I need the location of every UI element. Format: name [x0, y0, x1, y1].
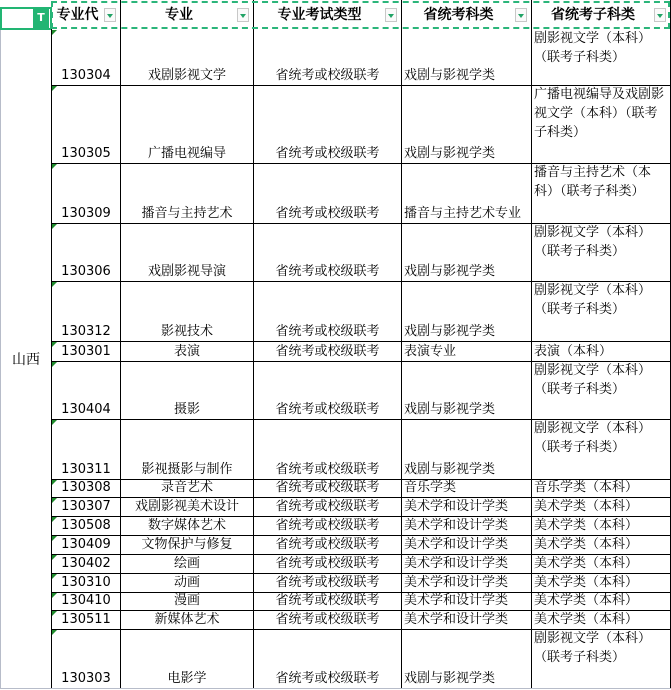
cell-exam-type[interactable]: 省统考或校级联考 — [254, 629, 402, 689]
cell-exam-type[interactable]: 省统考或校级联考 — [254, 479, 402, 498]
comment-indicator-icon — [52, 30, 57, 35]
dropdown-arrow-icon[interactable] — [237, 8, 249, 22]
cell-exam-type[interactable]: 省统考或校级联考 — [254, 361, 402, 420]
cell-major[interactable]: 绘画 — [121, 554, 254, 574]
comment-indicator-icon — [52, 224, 57, 229]
cell-subcategory[interactable]: 美术学类（本科） — [532, 610, 671, 630]
cell-exam-type[interactable]: 省统考或校级联考 — [254, 29, 402, 86]
comment-indicator-icon — [52, 480, 57, 485]
dropdown-arrow-icon[interactable] — [104, 8, 116, 22]
cell-major[interactable]: 表演 — [121, 341, 254, 362]
cell-major[interactable]: 影视摄影与制作 — [121, 419, 254, 480]
cell-major[interactable]: 戏剧影视导演 — [121, 223, 254, 282]
cell-code[interactable]: 130402 — [51, 554, 121, 574]
comment-indicator-icon — [52, 362, 57, 367]
comment-indicator-icon — [52, 593, 57, 598]
comment-indicator-icon — [52, 517, 57, 522]
comment-indicator-icon — [52, 574, 57, 579]
cell-category[interactable]: 表演专业 — [402, 341, 532, 362]
divider — [0, 688, 671, 689]
cell-code[interactable]: 130308 — [51, 479, 121, 498]
cell-category[interactable]: 戏剧与影视学类 — [402, 629, 532, 689]
cell-category[interactable]: 戏剧与影视学类 — [402, 223, 532, 282]
cell-exam-type[interactable]: 省统考或校级联考 — [254, 223, 402, 282]
cell-category[interactable]: 播音与主持艺术专业 — [402, 163, 532, 224]
cell-subcategory[interactable]: 音乐学类（本科） — [532, 479, 671, 498]
header-code-label: 专业代 — [56, 6, 99, 23]
cell-category[interactable]: 戏剧与影视学类 — [402, 29, 532, 86]
cell-code[interactable]: 130310 — [51, 573, 121, 593]
cell-exam-type[interactable]: 省统考或校级联考 — [254, 573, 402, 593]
cell-code[interactable]: 130306 — [51, 223, 121, 282]
header-subcategory[interactable] — [532, 0, 671, 30]
cell-subcategory[interactable]: 剧影视文学（本科）（联考子科类） — [532, 419, 671, 480]
cell-subcategory[interactable]: 剧影视文学（本科）（联考子科类） — [532, 29, 671, 86]
comment-indicator-icon — [52, 536, 57, 541]
cell-subcategory[interactable]: 美术学类（本科） — [532, 497, 671, 517]
cell-major[interactable]: 漫画 — [121, 592, 254, 611]
header-code[interactable] — [51, 0, 121, 30]
cell-code[interactable]: 130307 — [51, 497, 121, 517]
cell-major[interactable]: 录音艺术 — [121, 479, 254, 498]
comment-indicator-icon — [52, 164, 57, 169]
cell-subcategory[interactable]: 播音与主持艺术（本科）（联考子科类） — [532, 163, 671, 224]
cell-category[interactable]: 美术学和设计学类 — [402, 610, 532, 630]
cell-subcategory[interactable]: 美术学类（本科） — [532, 592, 671, 611]
comment-indicator-icon — [52, 342, 57, 347]
cell-exam-type[interactable]: 省统考或校级联考 — [254, 535, 402, 555]
cell-subcategory[interactable]: 剧影视文学（本科）（联考子科类） — [532, 281, 671, 342]
cell-code[interactable]: 130409 — [51, 535, 121, 555]
cell-code[interactable]: 130410 — [51, 592, 121, 611]
dropdown-arrow-icon[interactable] — [515, 8, 527, 22]
cell-exam-type[interactable]: 省统考或校级联考 — [254, 419, 402, 480]
cell-subcategory[interactable]: 美术学类（本科） — [532, 554, 671, 574]
cell-exam-type[interactable]: 省统考或校级联考 — [254, 497, 402, 517]
cell-subcategory[interactable]: 剧影视文学（本科）（联考子科类） — [532, 361, 671, 420]
cell-category[interactable]: 美术学和设计学类 — [402, 497, 532, 517]
dropdown-arrow-icon[interactable] — [654, 8, 666, 22]
cell-code[interactable]: 130304 — [51, 29, 121, 86]
cell-category[interactable]: 戏剧与影视学类 — [402, 85, 532, 164]
cell-subcategory[interactable]: 美术学类（本科） — [532, 516, 671, 536]
comment-indicator-icon — [52, 498, 57, 503]
filter-icon[interactable]: T — [33, 8, 49, 28]
cell-major[interactable]: 戏剧影视美术设计 — [121, 497, 254, 517]
cell-subcategory[interactable]: 美术学类（本科） — [532, 535, 671, 555]
header-category[interactable] — [402, 0, 532, 30]
cell-subcategory[interactable]: 表演（本科） — [532, 341, 671, 362]
header-major-label: 专业 — [165, 6, 193, 23]
comment-indicator-icon — [52, 420, 57, 425]
cell-exam-type[interactable]: 省统考或校级联考 — [254, 610, 402, 630]
cell-category[interactable]: 戏剧与影视学类 — [402, 361, 532, 420]
cell-major[interactable]: 数字媒体艺术 — [121, 516, 254, 536]
comment-indicator-icon — [52, 282, 57, 287]
cell-exam-type[interactable]: 省统考或校级联考 — [254, 341, 402, 362]
cell-code[interactable]: 130404 — [51, 361, 121, 420]
cell-exam-type[interactable]: 省统考或校级联考 — [254, 516, 402, 536]
cell-major[interactable]: 新媒体艺术 — [121, 610, 254, 630]
comment-indicator-icon — [52, 611, 57, 616]
cell-code[interactable]: 130309 — [51, 163, 121, 224]
header-subcategory-label: 省统考子科类 — [551, 6, 635, 23]
cell-code[interactable]: 130511 — [51, 610, 121, 630]
cell-major[interactable]: 文物保护与修复 — [121, 535, 254, 555]
cell-category[interactable]: 音乐学类 — [402, 479, 532, 498]
cell-major[interactable]: 影视技术 — [121, 281, 254, 342]
dropdown-arrow-icon[interactable] — [385, 8, 397, 22]
header-category-label: 省统考科类 — [423, 6, 494, 23]
comment-indicator-icon — [52, 555, 57, 560]
cell-category[interactable]: 美术学和设计学类 — [402, 573, 532, 593]
cell-category[interactable]: 戏剧与影视学类 — [402, 419, 532, 480]
cell-category[interactable]: 戏剧与影视学类 — [402, 281, 532, 342]
province-label: 山西 — [12, 352, 40, 368]
cell-exam-type[interactable]: 省统考或校级联考 — [254, 554, 402, 574]
cell-category[interactable]: 美术学和设计学类 — [402, 516, 532, 536]
cell-code[interactable]: 130312 — [51, 281, 121, 342]
cell-subcategory[interactable]: 美术学类（本科） — [532, 573, 671, 593]
cell-major[interactable]: 戏剧影视文学 — [121, 29, 254, 86]
comment-indicator-icon — [52, 86, 57, 91]
cell-exam-type[interactable]: 省统考或校级联考 — [254, 85, 402, 164]
cell-subcategory[interactable]: 剧影视文学（本科）（联考子科类） — [532, 223, 671, 282]
cell-code[interactable]: 130301 — [51, 341, 121, 362]
cell-major[interactable]: 动画 — [121, 573, 254, 593]
cell-major[interactable]: 播音与主持艺术 — [121, 163, 254, 224]
cell-code[interactable]: 130311 — [51, 419, 121, 480]
header-exam-type-label: 专业考试类型 — [277, 6, 362, 23]
province-cell[interactable] — [0, 30, 51, 688]
header-exam-type[interactable] — [254, 0, 402, 30]
cell-category[interactable]: 美术学和设计学类 — [402, 554, 532, 574]
cell-code[interactable]: 130303 — [51, 629, 121, 689]
cell-subcategory[interactable]: 剧影视文学（本科）（联考子科类） — [532, 629, 671, 689]
cell-subcategory[interactable]: 广播电视编导及戏剧影视文学（本科）（联考子科类） — [532, 85, 671, 164]
header-major[interactable] — [121, 0, 254, 30]
cell-major[interactable]: 摄影 — [121, 361, 254, 420]
cell-exam-type[interactable]: 省统考或校级联考 — [254, 592, 402, 611]
comment-indicator-icon — [52, 630, 57, 635]
cell-code[interactable]: 130508 — [51, 516, 121, 536]
cell-exam-type[interactable]: 省统考或校级联考 — [254, 281, 402, 342]
cell-category[interactable]: 美术学和设计学类 — [402, 535, 532, 555]
cell-category[interactable]: 美术学和设计学类 — [402, 592, 532, 611]
cell-major[interactable]: 广播电视编导 — [121, 85, 254, 164]
cell-exam-type[interactable]: 省统考或校级联考 — [254, 163, 402, 224]
cell-major[interactable]: 电影学 — [121, 629, 254, 689]
cell-code[interactable]: 130305 — [51, 85, 121, 164]
